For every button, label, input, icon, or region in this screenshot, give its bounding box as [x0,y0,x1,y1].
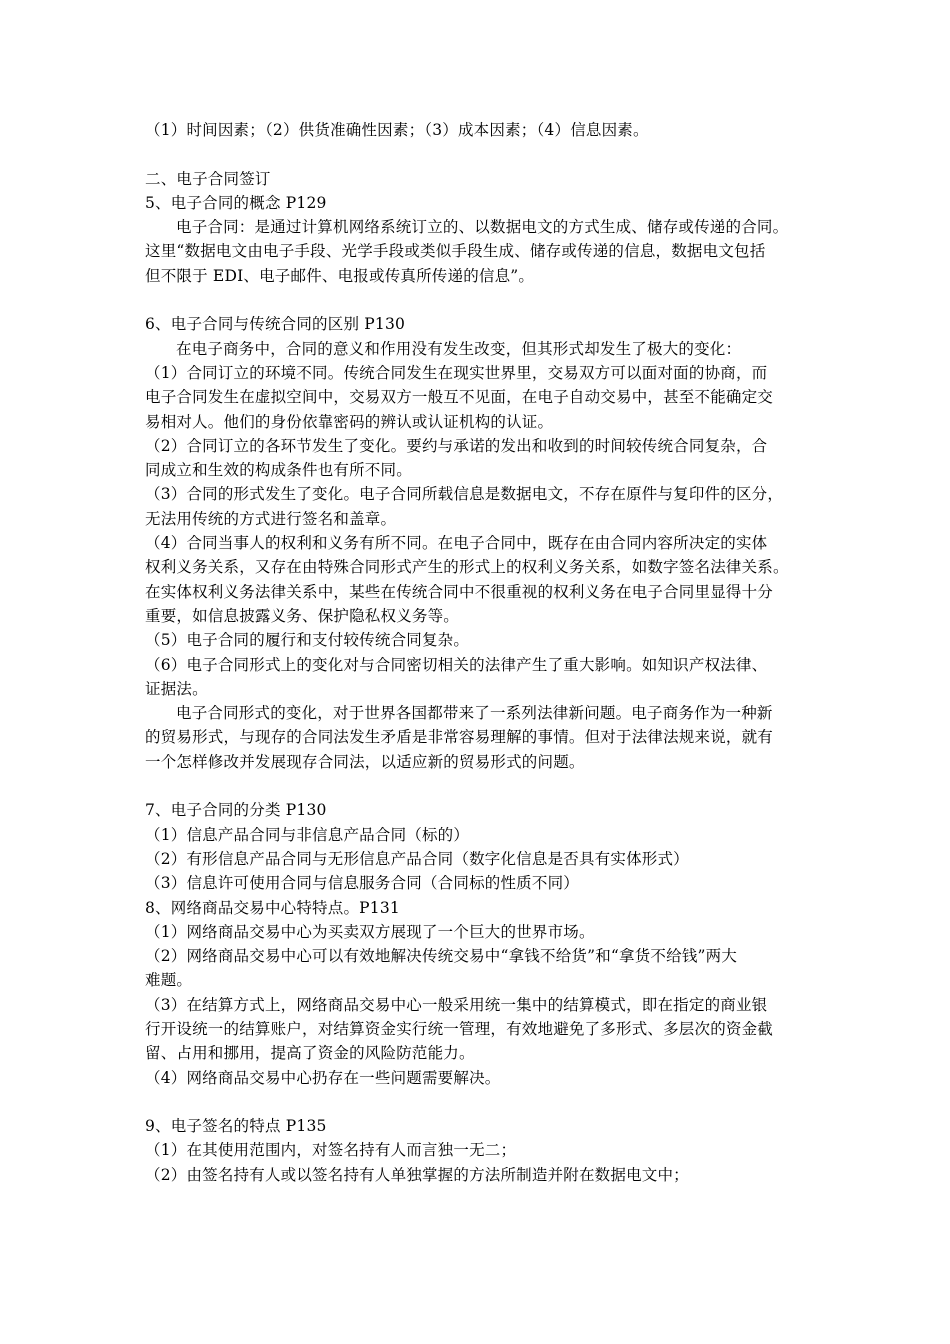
list-line: （2）有形信息产品合同与无形信息产品合同（数字化信息是否具有实体形式） [145,849,689,868]
paragraph-line: 这里“数据电文由电子手段、光学手段或类似手段生成、储存或传递的信息，数据电文包括 [145,242,766,261]
list-line: （2）网络商品交易中心可以有效地解决传统交易中“拿钱不给货”和“拿货不给钱”两大 [145,947,738,966]
list-line: （1）网络商品交易中心为买卖双方展现了一个巨大的世界市场。 [145,922,595,941]
list-line: 同成立和生效的构成条件也有所不同。 [145,461,412,480]
item-heading: 6、电子合同与传统合同的区别 P130 [145,315,406,334]
paragraph-line: 的贸易形式，与现存的合同法发生矛盾是非常容易理解的事情。但对于法律法规来说，就有 [145,728,774,747]
list-line: 电子合同发生在虚拟空间中，交易双方一般互不见面，在电子自动交易中，甚至不能确定交 [145,388,774,407]
list-line: 在实体权利义务法律关系中，某些在传统合同中不很重视的权利义务在电子合同里显得十分 [145,582,774,601]
text-line: （1）时间因素；（2）供货准确性因素；（3）成本因素；（4）信息因素。 [145,121,649,139]
list-line: （1）合同订立的环境不同。传统合同发生在现实世界里，交易双方可以面对面的协商，而 [145,363,768,382]
item-heading: 9、电子签名的特点 P135 [145,1117,327,1136]
blank-line [145,288,809,312]
list-line: 行开设统一的结算账户，对结算资金实行统一管理，有效地避免了多形式、多层次的资金截 [145,1019,774,1038]
list-line: 无法用传统的方式进行签名和盖章。 [145,509,397,528]
blank-line [145,774,809,798]
item-heading: 8、网络商品交易中心特特点。P131 [145,898,400,917]
list-line: 重要，如信息披露义务、保护隐私权义务等。 [145,606,460,625]
item-heading: 5、电子合同的概念 P129 [145,193,327,212]
list-line: （3）合同的形式发生了变化。电子合同所载信息是数据电文，不存在原件与复印件的区分， [145,485,784,504]
list-line: 证据法。 [145,679,208,698]
list-line: （2）由签名持有人或以签名持有人单独掌握的方法所制造并附在数据电文中； [145,1165,689,1184]
list-line: （4）网络商品交易中心扔存在一些问题需要解决。 [145,1068,501,1087]
paragraph-line: 电子合同：是通过计算机网络系统订立的、以数据电文的方式生成、储存或传递的合同。 [176,218,789,237]
list-line: （3）信息许可使用合同与信息服务合同（合同标的性质不同） [145,874,579,893]
document-page [145,118,809,1187]
paragraph-line: 在电子商务中，合同的意义和作用没有发生改变，但其形式却发生了极大的变化： [176,339,742,358]
list-line: （6）电子合同形式上的变化对与合同密切相关的法律产生了重大影响。如知识产权法律、 [145,655,768,674]
section-heading: 二、电子合同签订 [145,169,271,188]
list-line: （2）合同订立的各环节发生了变化。要约与承诺的发出和收到的时间较传统合同复杂，合 [145,436,768,455]
list-line: （5）电子合同的履行和支付较传统合同复杂。 [145,631,470,650]
list-line: 权利义务关系，又存在由特殊合同形式产生的形式上的权利义务关系，如数字签名法律关系。 [145,558,789,577]
list-line: （3）在结算方式上，网络商品交易中心一般采用统一集中的结算模式，即在指定的商业银 [145,995,768,1014]
item-heading: 7、电子合同的分类 P130 [145,801,327,820]
list-line: （4）合同当事人的权利和义务有所不同。在电子合同中，既存在由合同内容所决定的实体 [145,534,768,553]
paragraph-line: 电子合同形式的变化，对于世界各国都带来了一系列法律新问题。电子商务作为一种新 [176,704,773,723]
blank-line [145,1090,809,1114]
paragraph-line: 一个怎样修改并发展现存合同法，以适应新的贸易形式的问题。 [145,752,585,771]
list-line: （1）在其使用范围内，对签名持有人而言独一无二； [145,1141,517,1160]
list-line: 易相对人。他们的身份依靠密码的辨认或认证机构的认证。 [145,412,554,431]
blank-line [145,142,809,166]
list-line: 留、占用和挪用，提高了资金的风险防范能力。 [145,1044,475,1063]
list-line: 难题。 [145,971,193,990]
paragraph-line: 但不限于 EDI、电子邮件、电报或传真所传递的信息”。 [145,266,535,285]
list-line: （1）信息产品合同与非信息产品合同（标的） [145,825,470,844]
